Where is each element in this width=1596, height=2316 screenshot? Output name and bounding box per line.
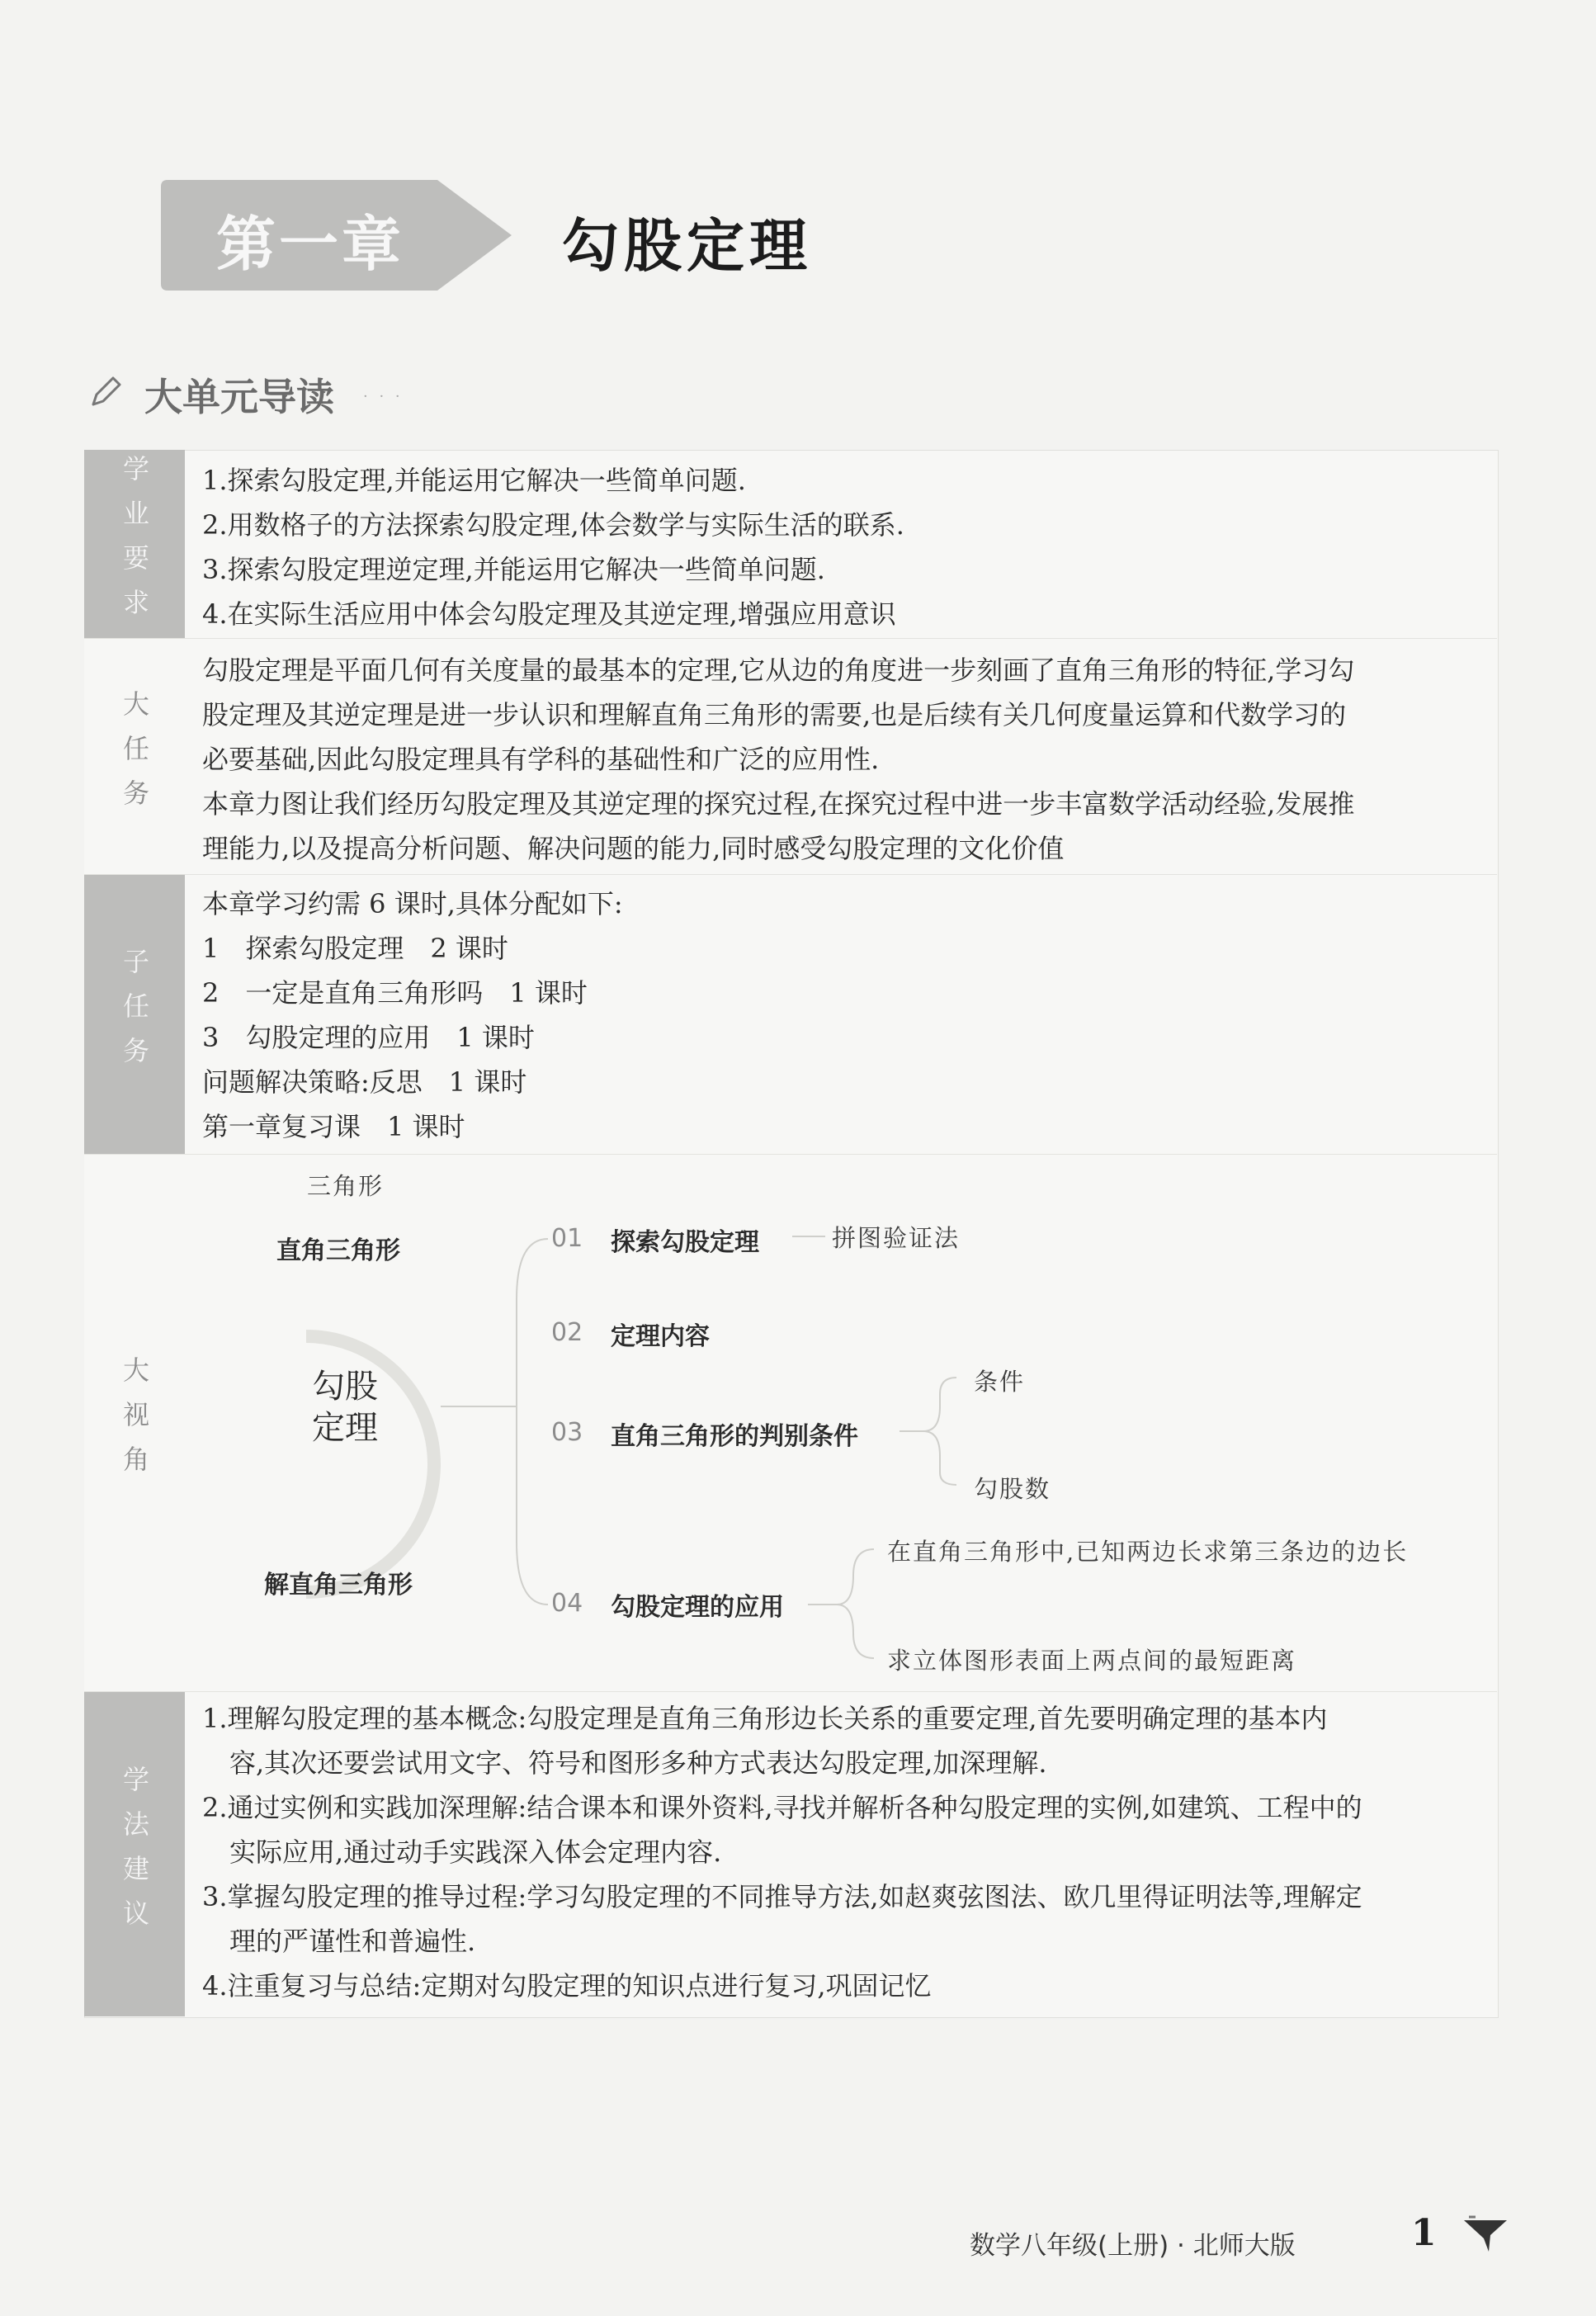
study-advice-line: 1.理解勾股定理的基本概念:勾股定理是直角三角形边长关系的重要定理,首先要明确定理的基本内 [202, 1703, 1328, 1734]
mindmap-sub-item: 勾股数 [974, 1475, 1051, 1503]
big-task-line: 必要基础,因此勾股定理具有学科的基础性和广泛的应用性. [202, 744, 880, 775]
requirements-line: 3.探索勾股定理逆定理,并能运用它解决一些简单问题. [202, 554, 825, 585]
mindmap-center-line: 定理 [312, 1409, 378, 1447]
mindmap-center [312, 1366, 378, 1449]
study-advice-line: 理的严谨性和普遍性. [229, 1926, 476, 1957]
study-advice-line: 容,其次还要尝试用文字、符号和图形多种方式表达勾股定理,加深理解. [229, 1747, 1047, 1779]
mindmap-branch-label: 勾股定理的应用 [611, 1593, 784, 1622]
sub-task-line: 3 勾股定理的应用 1 课时 [202, 1022, 535, 1053]
sub-task-line: 本章学习约需 6 课时,具体分配如下: [202, 888, 623, 919]
mindmap-branch-num: 04 [551, 1589, 583, 1618]
big-task-line: 勾股定理是平面几何有关度量的最基本的定理,它从边的角度进一步刻画了直角三角形的特征,学习勾 [202, 655, 1355, 686]
mindmap-branch-num: 03 [551, 1418, 583, 1447]
row-divider [84, 638, 1497, 639]
chapter-title: 勾股定理 [561, 212, 812, 280]
study-advice-line: 实际应用,通过动手实践深入体会定理内容. [229, 1836, 722, 1868]
row-divider [84, 874, 1497, 875]
requirements-line: 1.探索勾股定理,并能运用它解决一些简单问题. [202, 465, 746, 496]
section-title: 大单元导读 [144, 375, 334, 419]
study-advice-line: 4.注重复习与总结:定期对勾股定理的知识点进行复习,巩固记忆 [202, 1970, 932, 2002]
mindmap-branch-label: 定理内容 [611, 1322, 710, 1351]
big-task-line: 理能力,以及提高分析问题、解决问题的能力,同时感受勾股定理的文化价值 [202, 833, 1065, 864]
big-task-line: 股定理及其逆定理是进一步认识和理解直角三角形的需要,也是后续有关几何度量运算和代数学习的 [202, 699, 1347, 730]
mindmap-branch-label: 探索勾股定理 [611, 1228, 759, 1257]
mindmap-sub-item: 条件 [974, 1368, 1026, 1396]
row-divider [84, 1691, 1497, 1692]
requirements-content [202, 458, 904, 636]
study-advice-line: 2.通过实例和实践加深理解:结合课本和课外资料,寻找并解析各种勾股定理的实例,如建筑、工程中的 [202, 1792, 1362, 1823]
mindmap-branch-note: 拼图验证法 [832, 1224, 961, 1252]
page-number: 1 [1411, 2212, 1437, 2254]
mindmap-branch-num: 01 [551, 1224, 583, 1253]
sub-task-line: 第一章复习课 1 课时 [202, 1111, 465, 1142]
row-label-big-task: 大任务 [84, 639, 185, 874]
study-advice-content [202, 1696, 1362, 2008]
requirements-line: 2.用数格子的方法探索勾股定理,体会数学与实际生活的联系. [202, 509, 904, 541]
mindmap-sub-item: 求立体图形表面上两点间的最短距离 [887, 1647, 1297, 1675]
mindmap-note-triangle: 三角形 [307, 1172, 385, 1200]
study-advice-line: 3.掌握勾股定理的推导过程:学习勾股定理的不同推导方法,如赵爽弦图法、欧几里得证明法等,理解定 [202, 1881, 1362, 1912]
sub-task-line: 2 一定是直角三角形吗 1 课时 [202, 977, 588, 1009]
mindmap-left-top: 直角三角形 [276, 1236, 400, 1265]
chapter-label: 第一章 [216, 210, 405, 279]
mindmap-sub-item: 在直角三角形中,已知两边长求第三条边的边长 [887, 1538, 1409, 1566]
row-label-study-advice: 学法建议 [84, 1692, 185, 2016]
requirements-line: 4.在实际生活应用中体会勾股定理及其逆定理,增强应用意识 [202, 598, 896, 630]
pencil-icon [87, 373, 125, 411]
corner-logo-icon [1461, 2214, 1510, 2255]
footer-book-title: 数学八年级(上册) · 北师大版 [970, 2231, 1296, 2261]
section-dots: · · · [363, 388, 404, 405]
sub-task-line: 问题解决策略:反思 1 课时 [202, 1066, 527, 1098]
sub-task-content [202, 881, 623, 1149]
mindmap-center-line: 勾股 [312, 1368, 378, 1406]
big-task-line: 本章力图让我们经历勾股定理及其逆定理的探究过程,在探究过程中进一步丰富数学活动经验,发展推 [202, 788, 1355, 820]
big-task-content [202, 648, 1354, 871]
mindmap-branch-label: 直角三角形的判别条件 [611, 1422, 858, 1451]
mindmap-left-bottom: 解直角三角形 [264, 1571, 413, 1600]
row-label-sub-task: 子任务 [84, 875, 185, 1154]
row-label-requirements: 学业要求 [84, 450, 185, 638]
row-label-big-view: 大视角 [84, 1155, 185, 1691]
sub-task-line: 1 探索勾股定理 2 课时 [202, 933, 508, 964]
mindmap-branch-num: 02 [551, 1318, 583, 1347]
